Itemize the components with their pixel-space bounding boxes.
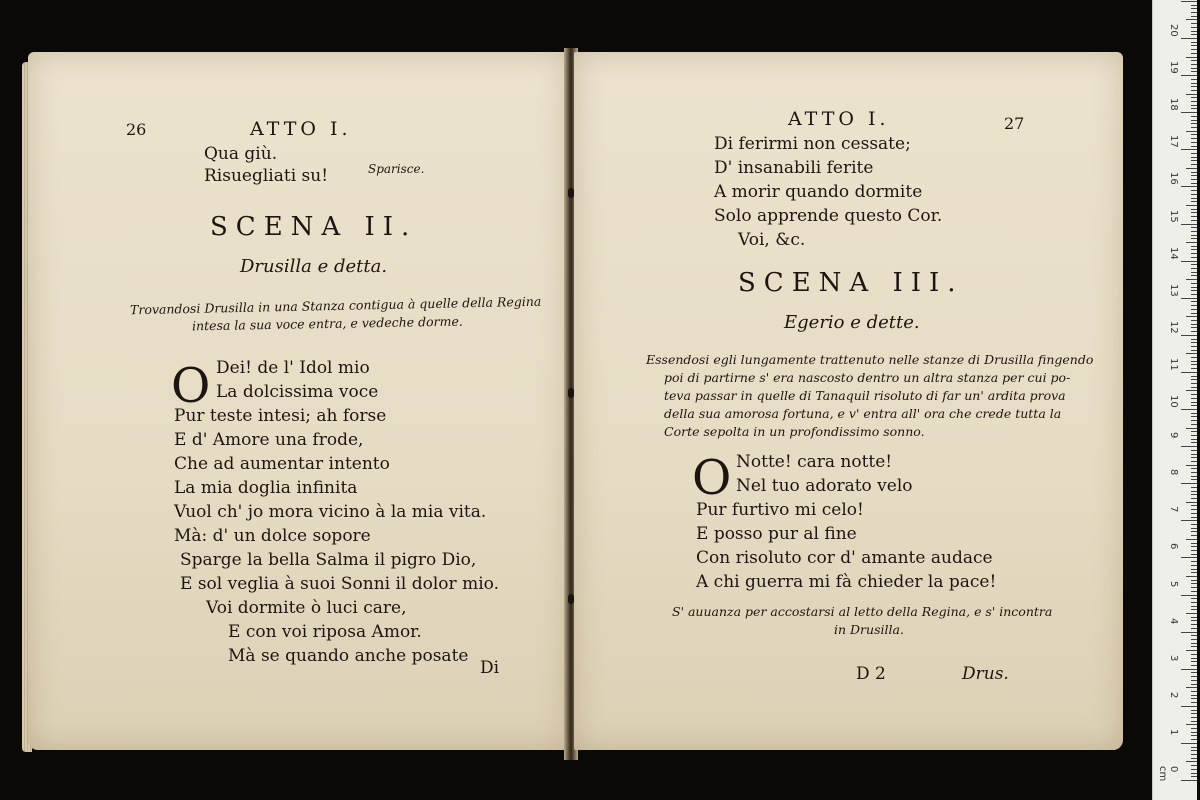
ruler-mm-tick — [1191, 698, 1197, 699]
ruler-mm-tick — [1191, 717, 1197, 718]
ruler-mm-tick — [1191, 172, 1197, 173]
ruler-mm-tick — [1191, 301, 1197, 302]
ruler-mm-tick — [1191, 320, 1197, 321]
right-page — [574, 52, 1123, 750]
ruler-mm-tick — [1191, 123, 1197, 124]
ruler-mm-tick — [1191, 554, 1197, 555]
ruler-mm-tick — [1186, 428, 1197, 429]
ruler-mm-tick — [1191, 212, 1197, 213]
ruler-mm-tick — [1191, 442, 1197, 443]
ruler-mm-tick — [1191, 398, 1197, 399]
ruler-mm-tick — [1186, 390, 1197, 391]
ruler-mm-tick — [1191, 454, 1197, 455]
ruler-mm-tick — [1186, 168, 1197, 169]
ruler-cm-tick — [1181, 186, 1197, 187]
ruler-mm-tick — [1191, 561, 1197, 562]
right-scena-title: SCENA III. — [738, 268, 964, 298]
ruler-number: 8 — [1168, 469, 1179, 476]
ruler-mm-tick — [1191, 680, 1197, 681]
ruler-mm-tick — [1191, 127, 1197, 128]
ruler-mm-tick — [1191, 439, 1197, 440]
ruler-mm-tick — [1191, 157, 1197, 158]
ruler-mm-tick — [1191, 758, 1197, 759]
ruler-mm-tick — [1191, 383, 1197, 384]
verse-line: Pur teste intesi; ah forse — [174, 406, 387, 426]
ruler-mm-tick — [1186, 94, 1197, 95]
ruler-mm-tick — [1191, 287, 1197, 288]
left-running-header: ATTO I. — [250, 118, 352, 140]
end-direction-line-1: S' auuanza per accostarsi al letto della Regina, e s' incontra — [672, 604, 1053, 619]
ruler-number: 9 — [1168, 432, 1179, 439]
ruler-mm-tick — [1191, 498, 1197, 499]
ruler-mm-tick — [1191, 624, 1197, 625]
ruler-mm-tick — [1186, 761, 1197, 762]
verse-line: Con risoluto cor d' amante audace — [696, 548, 993, 568]
ruler-mm-tick — [1191, 49, 1197, 50]
ruler-cm-tick — [1181, 632, 1197, 633]
ruler-mm-tick — [1191, 494, 1197, 495]
ruler-mm-tick — [1191, 620, 1197, 621]
ruler-mm-tick — [1191, 235, 1197, 236]
ruler-mm-tick — [1191, 387, 1197, 388]
ruler-mm-tick — [1191, 101, 1197, 102]
ruler-mm-tick — [1191, 491, 1197, 492]
ruler-mm-tick — [1191, 591, 1197, 592]
direction-line: poi di partirne s' era nascosto dentro un altra stanza per cui po- — [664, 370, 1071, 385]
ruler-mm-tick — [1191, 108, 1197, 109]
ruler-mm-tick — [1191, 146, 1197, 147]
ruler-mm-tick — [1191, 272, 1197, 273]
verse-line: Mà se quando anche posate — [228, 646, 469, 666]
ruler-mm-tick — [1186, 724, 1197, 725]
ruler-mm-tick — [1191, 346, 1197, 347]
ruler-mm-tick — [1191, 45, 1197, 46]
ruler-mm-tick — [1191, 776, 1197, 777]
verse-line: A chi guerra mi fà chieder la pace! — [696, 572, 997, 592]
ruler-mm-tick — [1191, 598, 1197, 599]
ruler-mm-tick — [1191, 654, 1197, 655]
ruler-mm-tick — [1191, 646, 1197, 647]
ruler-number: 5 — [1168, 580, 1179, 587]
ruler-mm-tick — [1191, 476, 1197, 477]
ruler-mm-tick — [1191, 309, 1197, 310]
verse-line: Notte! cara notte! — [736, 452, 893, 472]
ruler-mm-tick — [1191, 290, 1197, 291]
verse-line: Di ferirmi non cessate; — [714, 134, 911, 154]
right-characters: Egerio e dette. — [784, 312, 920, 333]
ruler-mm-tick — [1191, 747, 1197, 748]
ruler-mm-tick — [1191, 64, 1197, 65]
ruler-mm-tick — [1191, 535, 1197, 536]
ruler-mm-tick — [1191, 183, 1197, 184]
ruler-mm-tick — [1191, 23, 1197, 24]
ruler-mm-tick — [1186, 19, 1197, 20]
ruler-mm-tick — [1191, 138, 1197, 139]
right-catchword: Drus. — [962, 664, 1009, 684]
ruler-cm-tick — [1181, 780, 1197, 781]
measurement-ruler — [1152, 0, 1197, 800]
ruler-mm-tick — [1191, 583, 1197, 584]
verse-line: Vuol ch' jo mora vicino à la mia vita. — [174, 502, 487, 522]
ruler-mm-tick — [1191, 728, 1197, 729]
ruler-mm-tick — [1191, 416, 1197, 417]
ruler-mm-tick — [1191, 739, 1197, 740]
ruler-mm-tick — [1191, 264, 1197, 265]
ruler-mm-tick — [1191, 194, 1197, 195]
ruler-mm-tick — [1191, 468, 1197, 469]
direction-line: della sua amorosa fortuna, e v' entra all' ora che crede tutta la — [664, 406, 1062, 421]
ruler-mm-tick — [1191, 16, 1197, 17]
ruler-mm-tick — [1191, 569, 1197, 570]
ruler-mm-tick — [1191, 116, 1197, 117]
direction-line: teva passar in quelle di Tanaquil risoluto di far un' ardita prova — [664, 388, 1066, 403]
ruler-mm-tick — [1191, 79, 1197, 80]
right-drop-cap: O — [692, 450, 732, 506]
ruler-mm-tick — [1191, 639, 1197, 640]
direction-line: Essendosi egli lungamente trattenuto nelle stanze di Drusilla fingendo — [646, 352, 1094, 367]
ruler-mm-tick — [1191, 394, 1197, 395]
ruler-mm-tick — [1186, 242, 1197, 243]
ruler-mm-tick — [1191, 773, 1197, 774]
ruler-mm-tick — [1191, 435, 1197, 436]
verse-line: Voi dormite ò luci care, — [206, 598, 407, 618]
ruler-mm-tick — [1191, 457, 1197, 458]
ruler-mm-tick — [1191, 424, 1197, 425]
ruler-mm-tick — [1191, 472, 1197, 473]
ruler-mm-tick — [1191, 661, 1197, 662]
ruler-mm-tick — [1186, 316, 1197, 317]
left-top-line-2: Risuegliati su! — [204, 166, 329, 186]
verse-line: Solo apprende questo Cor. — [714, 206, 943, 226]
ruler-mm-tick — [1191, 609, 1197, 610]
ruler-number: 20 — [1168, 24, 1179, 37]
ruler-mm-tick — [1186, 279, 1197, 280]
right-running-header: ATTO I. — [788, 108, 890, 130]
ruler-mm-tick — [1191, 294, 1197, 295]
verse-line: Voi, &c. — [738, 230, 806, 250]
ruler-cm-tick — [1181, 409, 1197, 410]
verse-line: Pur furtivo mi celo! — [696, 500, 864, 520]
ruler-mm-tick — [1191, 361, 1197, 362]
ruler-mm-tick — [1191, 201, 1197, 202]
ruler-mm-tick — [1191, 602, 1197, 603]
ruler-mm-tick — [1191, 275, 1197, 276]
ruler-number: 6 — [1168, 543, 1179, 550]
verse-line: Mà: d' un dolce sopore — [174, 526, 371, 546]
ruler-mm-tick — [1191, 198, 1197, 199]
ruler-mm-tick — [1191, 505, 1197, 506]
ruler-mm-tick — [1191, 220, 1197, 221]
direction-line: Corte sepolta in un profondissimo sonno. — [664, 424, 925, 439]
ruler-mm-tick — [1191, 672, 1197, 673]
ruler-mm-tick — [1191, 71, 1197, 72]
end-direction-line-2: in Drusilla. — [834, 622, 904, 637]
left-scena-title: SCENA II. — [210, 212, 418, 242]
ruler-cm-tick — [1181, 446, 1197, 447]
ruler-cm-tick — [1181, 298, 1197, 299]
verse-line: E con voi riposa Amor. — [228, 622, 422, 642]
ruler-mm-tick — [1191, 721, 1197, 722]
ruler-mm-tick — [1191, 695, 1197, 696]
ruler-number: 1 — [1168, 728, 1179, 736]
ruler-mm-tick — [1191, 461, 1197, 462]
ruler-mm-tick — [1191, 713, 1197, 714]
ruler-mm-tick — [1191, 509, 1197, 510]
ruler-mm-tick — [1191, 531, 1197, 532]
ruler-mm-tick — [1191, 691, 1197, 692]
ruler-mm-tick — [1186, 131, 1197, 132]
ruler-mm-tick — [1191, 405, 1197, 406]
ruler-number: 7 — [1168, 506, 1179, 513]
ruler-mm-tick — [1191, 27, 1197, 28]
ruler-mm-tick — [1191, 268, 1197, 269]
ruler-mm-tick — [1191, 635, 1197, 636]
ruler-mm-tick — [1191, 765, 1197, 766]
ruler-mm-tick — [1186, 502, 1197, 503]
ruler-mm-tick — [1191, 628, 1197, 629]
ruler-mm-tick — [1191, 8, 1197, 9]
ruler-cm-tick — [1181, 224, 1197, 225]
ruler-mm-tick — [1186, 687, 1197, 688]
ruler-cm-tick — [1181, 149, 1197, 150]
ruler-number: 17 — [1168, 135, 1179, 149]
ruler-mm-tick — [1191, 83, 1197, 84]
verse-line: La mia doglia infinita — [174, 478, 358, 498]
ruler-mm-tick — [1186, 539, 1197, 540]
ruler-number: 16 — [1168, 172, 1179, 186]
ruler-mm-tick — [1191, 31, 1197, 32]
left-catchword: Di — [480, 658, 500, 678]
ruler-mm-tick — [1186, 613, 1197, 614]
ruler-cm-tick — [1181, 669, 1197, 670]
right-page-number: 27 — [1004, 114, 1025, 133]
ruler-mm-tick — [1191, 450, 1197, 451]
ruler-number: 3 — [1168, 654, 1179, 662]
ruler-mm-tick — [1191, 164, 1197, 165]
ruler-mm-tick — [1191, 580, 1197, 581]
ruler-mm-tick — [1191, 227, 1197, 228]
ruler-number: 11 — [1168, 357, 1179, 371]
left-page — [28, 52, 568, 750]
ruler-mm-tick — [1191, 431, 1197, 432]
ruler-mm-tick — [1191, 528, 1197, 529]
ruler-mm-tick — [1191, 420, 1197, 421]
ruler-mm-tick — [1191, 257, 1197, 258]
left-drop-cap: O — [171, 358, 211, 414]
ruler-cm-tick — [1181, 483, 1197, 484]
ruler-cm-tick — [1181, 557, 1197, 558]
ruler-mm-tick — [1191, 357, 1197, 358]
ruler-cm-tick — [1181, 335, 1197, 336]
ruler-mm-tick — [1191, 90, 1197, 91]
ruler-mm-tick — [1191, 86, 1197, 87]
left-top-line-1: Qua giù. — [204, 144, 278, 164]
ruler-mm-tick — [1191, 513, 1197, 514]
ruler-mm-tick — [1191, 565, 1197, 566]
ruler-mm-tick — [1191, 249, 1197, 250]
left-page-number: 26 — [126, 120, 147, 139]
ruler-mm-tick — [1191, 305, 1197, 306]
ruler-mm-tick — [1191, 487, 1197, 488]
verse-line: Sparge la bella Salma il pigro Dio, — [180, 550, 477, 570]
ruler-mm-tick — [1191, 524, 1197, 525]
left-direction-line-2: intesa la sua voce entra, e vedeche dorme. — [191, 313, 463, 334]
ruler-mm-tick — [1191, 546, 1197, 547]
ruler-number: 18 — [1168, 98, 1179, 111]
ruler-number: 12 — [1168, 320, 1179, 334]
ruler-mm-tick — [1186, 576, 1197, 577]
verse-line: Che ad aumentar intento — [174, 454, 390, 474]
ruler-mm-tick — [1191, 246, 1197, 247]
ruler-number: 13 — [1168, 283, 1179, 297]
verse-line: Nel tuo adorato velo — [736, 476, 913, 496]
left-characters: Drusilla e detta. — [240, 256, 388, 277]
ruler-cm-tick — [1181, 372, 1197, 373]
verse-line: D' insanabili ferite — [714, 158, 874, 178]
ruler-mm-tick — [1191, 710, 1197, 711]
ruler-mm-tick — [1191, 238, 1197, 239]
ruler-cm-tick — [1181, 75, 1197, 76]
ruler-mm-tick — [1191, 350, 1197, 351]
ruler-mm-tick — [1191, 732, 1197, 733]
ruler-mm-tick — [1191, 364, 1197, 365]
ruler-number: 15 — [1168, 209, 1179, 223]
ruler-cm-tick — [1181, 261, 1197, 262]
book — [28, 48, 1123, 760]
ruler-mm-tick — [1191, 5, 1197, 6]
ruler-cm-tick — [1181, 520, 1197, 521]
ruler-mm-tick — [1191, 368, 1197, 369]
ruler-mm-tick — [1191, 142, 1197, 143]
ruler-number: 14 — [1168, 246, 1179, 260]
ruler-cm-tick — [1181, 595, 1197, 596]
stage-note: Sparisce. — [368, 162, 425, 176]
ruler-mm-tick — [1191, 735, 1197, 736]
ruler-mm-tick — [1191, 331, 1197, 332]
ruler-mm-tick — [1191, 160, 1197, 161]
ruler-mm-tick — [1191, 702, 1197, 703]
ruler-mm-tick — [1191, 750, 1197, 751]
ruler-mm-tick — [1191, 12, 1197, 13]
ruler-mm-tick — [1191, 339, 1197, 340]
ruler-cm-tick — [1181, 38, 1197, 39]
signature-mark: D 2 — [856, 664, 886, 684]
ruler-cm-tick — [1181, 112, 1197, 113]
ruler-mm-tick — [1191, 327, 1197, 328]
ruler-number: 19 — [1168, 61, 1179, 74]
ruler-cm-tick — [1181, 743, 1197, 744]
verse-line: La dolcissima voce — [216, 382, 379, 402]
verse-line: E posso pur al fine — [696, 524, 857, 544]
ruler-mm-tick — [1191, 60, 1197, 61]
ruler-mm-tick — [1191, 283, 1197, 284]
ruler-mm-tick — [1191, 190, 1197, 191]
ruler-mm-tick — [1191, 379, 1197, 380]
ruler-mm-tick — [1191, 617, 1197, 618]
ruler-mm-tick — [1191, 324, 1197, 325]
ruler-mm-tick — [1191, 769, 1197, 770]
ruler-mm-tick — [1191, 216, 1197, 217]
ruler-mm-tick — [1186, 57, 1197, 58]
ruler-mm-tick — [1191, 342, 1197, 343]
ruler-mm-tick — [1191, 572, 1197, 573]
ruler-mm-tick — [1186, 650, 1197, 651]
ruler-number: 0 cm — [1157, 766, 1179, 782]
ruler-mm-tick — [1191, 676, 1197, 677]
ruler-mm-tick — [1191, 53, 1197, 54]
ruler-mm-tick — [1191, 68, 1197, 69]
ruler-mm-tick — [1191, 376, 1197, 377]
verse-line: E d' Amore una frode, — [174, 430, 364, 450]
ruler-mm-tick — [1191, 105, 1197, 106]
ruler-number: 2 — [1168, 691, 1179, 699]
ruler-mm-tick — [1191, 413, 1197, 414]
ruler-mm-tick — [1191, 517, 1197, 518]
ruler-mm-tick — [1186, 353, 1197, 354]
left-direction-line-1: Trovandosi Drusilla in una Stanza contigua à quelle della Regina — [129, 293, 542, 318]
verse-line: Dei! de l' Idol mio — [216, 358, 370, 378]
ruler-mm-tick — [1191, 587, 1197, 588]
ruler-mm-tick — [1191, 97, 1197, 98]
ruler-cm-tick — [1181, 706, 1197, 707]
ruler-mm-tick — [1191, 754, 1197, 755]
ruler-mm-tick — [1186, 465, 1197, 466]
ruler-mm-tick — [1191, 543, 1197, 544]
ruler-mm-tick — [1191, 253, 1197, 254]
ruler-number: 10 — [1168, 395, 1179, 408]
ruler-mm-tick — [1191, 658, 1197, 659]
ruler-mm-tick — [1191, 684, 1197, 685]
ruler-mm-tick — [1191, 606, 1197, 607]
ruler-number: 4 — [1168, 617, 1179, 624]
ruler-mm-tick — [1191, 643, 1197, 644]
ruler-mm-tick — [1191, 42, 1197, 43]
ruler-mm-tick — [1191, 134, 1197, 135]
ruler-mm-tick — [1191, 34, 1197, 35]
ruler-mm-tick — [1191, 550, 1197, 551]
ruler-mm-tick — [1191, 153, 1197, 154]
ruler-mm-tick — [1191, 120, 1197, 121]
ruler-mm-tick — [1186, 205, 1197, 206]
verse-line: E sol veglia à suoi Sonni il dolor mio. — [180, 574, 499, 594]
ruler-mm-tick — [1191, 402, 1197, 403]
ruler-mm-tick — [1191, 231, 1197, 232]
ruler-cm-tick — [1181, 1, 1197, 2]
ruler-mm-tick — [1191, 313, 1197, 314]
ruler-mm-tick — [1191, 665, 1197, 666]
ruler-mm-tick — [1191, 179, 1197, 180]
verse-line: A morir quando dormite — [714, 182, 923, 202]
ruler-mm-tick — [1191, 209, 1197, 210]
ruler-mm-tick — [1191, 175, 1197, 176]
ruler-mm-tick — [1191, 479, 1197, 480]
